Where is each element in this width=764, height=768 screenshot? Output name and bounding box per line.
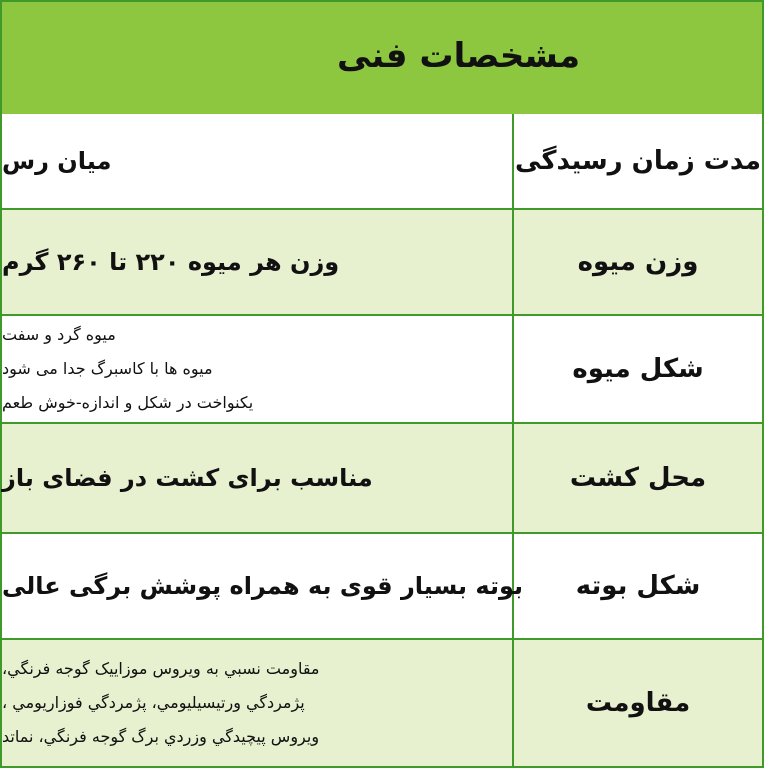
row-fruit-shape (2, 316, 762, 424)
row-value (2, 210, 480, 314)
row-plant-shape (2, 534, 762, 640)
row-label: وزن میوه (512, 210, 762, 314)
row-fruit-weight (2, 210, 762, 316)
row-ripening-time (2, 114, 762, 210)
row-value (2, 316, 480, 422)
table-title: مشخصات فنی (337, 36, 580, 76)
row-label: محل کشت (512, 424, 762, 532)
value-line: میوه ها با کاسبرگ جدا می شود (2, 359, 213, 378)
row-label: مدت زمان رسیدگی (512, 114, 762, 208)
value-line: بوته بسیار قوی به همراه پوشش برگی عالی (2, 572, 524, 600)
row-resistance (2, 640, 762, 766)
table-header (2, 2, 762, 116)
value-line: میان رس (2, 147, 112, 175)
row-cultivation-site (2, 424, 762, 534)
value-line: ويروس پيچيدگي وزردي برگ گوجه فرنگي، نماتد (2, 727, 320, 746)
value-line: وزن هر میوه ۲۲۰ تا ۲۶۰ گرم (2, 248, 340, 276)
value-line: پژمردگي ورتيسيليومي، پژمردگي فوزاريومي ، (2, 693, 305, 712)
row-label: مقاومت (512, 640, 762, 766)
value-line: میوه گرد و سفت (2, 325, 116, 344)
value-line: مناسب برای کشت در فضای باز (2, 464, 373, 492)
value-line: مقاومت نسبي به ويروس موزاييک گوجه فرنگي، (2, 659, 320, 678)
row-value (2, 534, 524, 638)
row-value (2, 424, 480, 532)
row-label: شکل میوه (512, 316, 762, 422)
row-value (2, 114, 472, 208)
row-value (2, 640, 480, 766)
value-line: یکنواخت در شکل و اندازه-خوش طعم (2, 393, 254, 412)
row-label: شکل بوته (512, 534, 762, 638)
